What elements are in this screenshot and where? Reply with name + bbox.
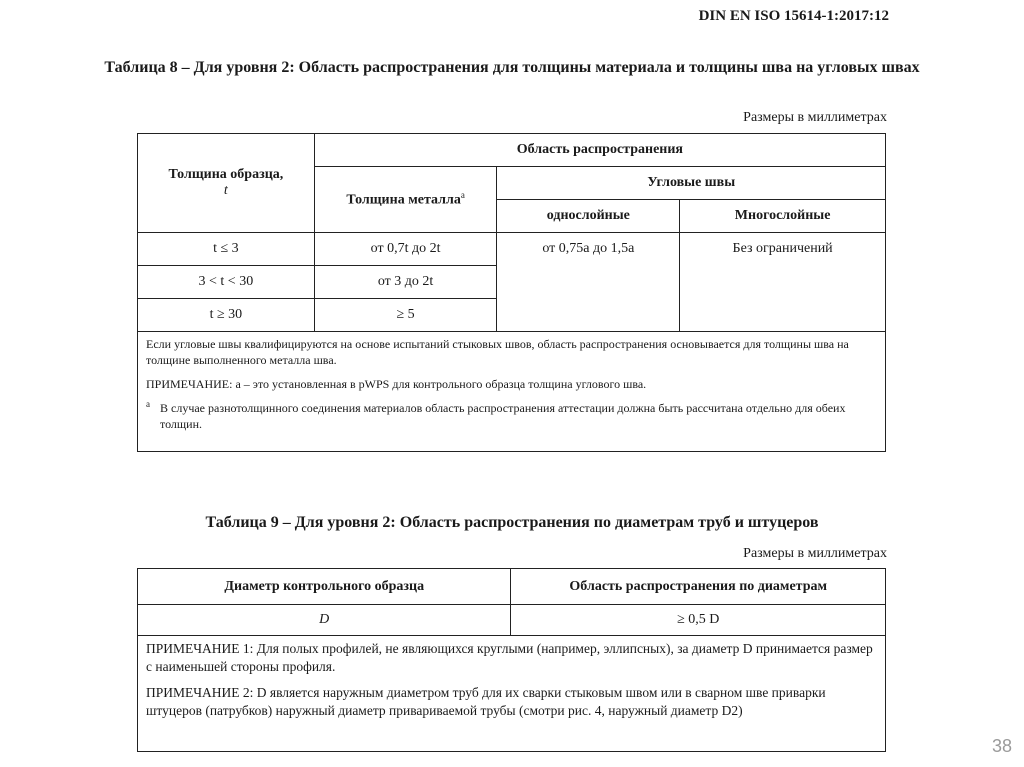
table8-row-specimen: t ≥ 30 xyxy=(138,299,315,332)
table8-row-specimen: 3 < t < 30 xyxy=(138,266,315,299)
table8-note-fillet: Если угловые швы квалифицируются на основе испытаний стыковых швов, область распространения основывается для толщины шва на толщине выполненного металла шва. xyxy=(146,337,849,367)
table8-header-range: Область распространения xyxy=(314,134,885,167)
table8-note-a: ПРИМЕЧАНИЕ: a – это установленная в pWPS для контрольного образца толщина углового шва. xyxy=(146,377,647,391)
table9-header-range: Область распространения по диаметрам xyxy=(511,569,886,605)
table8-row-specimen: t ≤ 3 xyxy=(138,233,315,266)
footnote-text: В случае разнотолщинного соединения материалов область распространения аттестации должна быть рассчитана отдельно для обеих толщин. xyxy=(160,401,846,431)
document-id: DIN EN ISO 15614-1:2017:12 xyxy=(698,8,889,24)
table9-note-1: ПРИМЕЧАНИЕ 1: Для полых профилей, не являющихся круглыми (например, эллипсных), за диаметр D принимается размер с наименьшей стороны профиля. xyxy=(146,641,873,674)
table8-row-metal: ≥ 5 xyxy=(314,299,497,332)
table9-note-2: ПРИМЕЧАНИЕ 2: D является наружным диаметром труб для их сварки стыковым швом или в сварном шве приварки штуцеров (патрубков) наружный диаметр привариваемой трубы (смотри рис. 4, наружный диаметр D2) xyxy=(146,685,826,718)
table9-diameter-value: D xyxy=(138,605,511,636)
table8-header-metal: Толщина металла$^a$ xyxy=(314,167,497,233)
table8-row-metal: от 0,7t до 2t xyxy=(314,233,497,266)
table8-single-value: от 0,75a до 1,5a xyxy=(497,233,680,332)
table8-title: Таблица 8 – Для уровня 2: Область распространения для толщины материала и толщины шва на угловых швах xyxy=(104,59,920,76)
table8-header-multi: Многослойные xyxy=(680,200,886,233)
table9-title: Таблица 9 – Для уровня 2: Область распространения по диаметрам труб и штуцеров xyxy=(205,514,819,531)
table8-header-single: однослойные xyxy=(497,200,680,233)
table8-multi-value: Без ограничений xyxy=(680,233,886,332)
table9-units: Размеры в миллиметрах xyxy=(743,546,887,561)
table8-notes xyxy=(138,332,886,452)
table8-footnote xyxy=(146,400,877,432)
table8-units: Размеры в миллиметрах xyxy=(743,110,887,125)
table8-row-metal: от 3 до 2t xyxy=(314,266,497,299)
table8-header-specimen: Толщина образца, t xyxy=(138,134,315,233)
footnote-mark: a xyxy=(146,399,150,409)
page-number: 38 xyxy=(991,736,1012,756)
table8 xyxy=(137,133,886,452)
table9-notes xyxy=(138,636,886,752)
table9-range-value: ≥ 0,5 D xyxy=(511,605,886,636)
table9 xyxy=(137,568,886,752)
table8-header-fillet: Угловые швы xyxy=(497,167,886,200)
table9-header-diameter: Диаметр контрольного образца xyxy=(138,569,511,605)
